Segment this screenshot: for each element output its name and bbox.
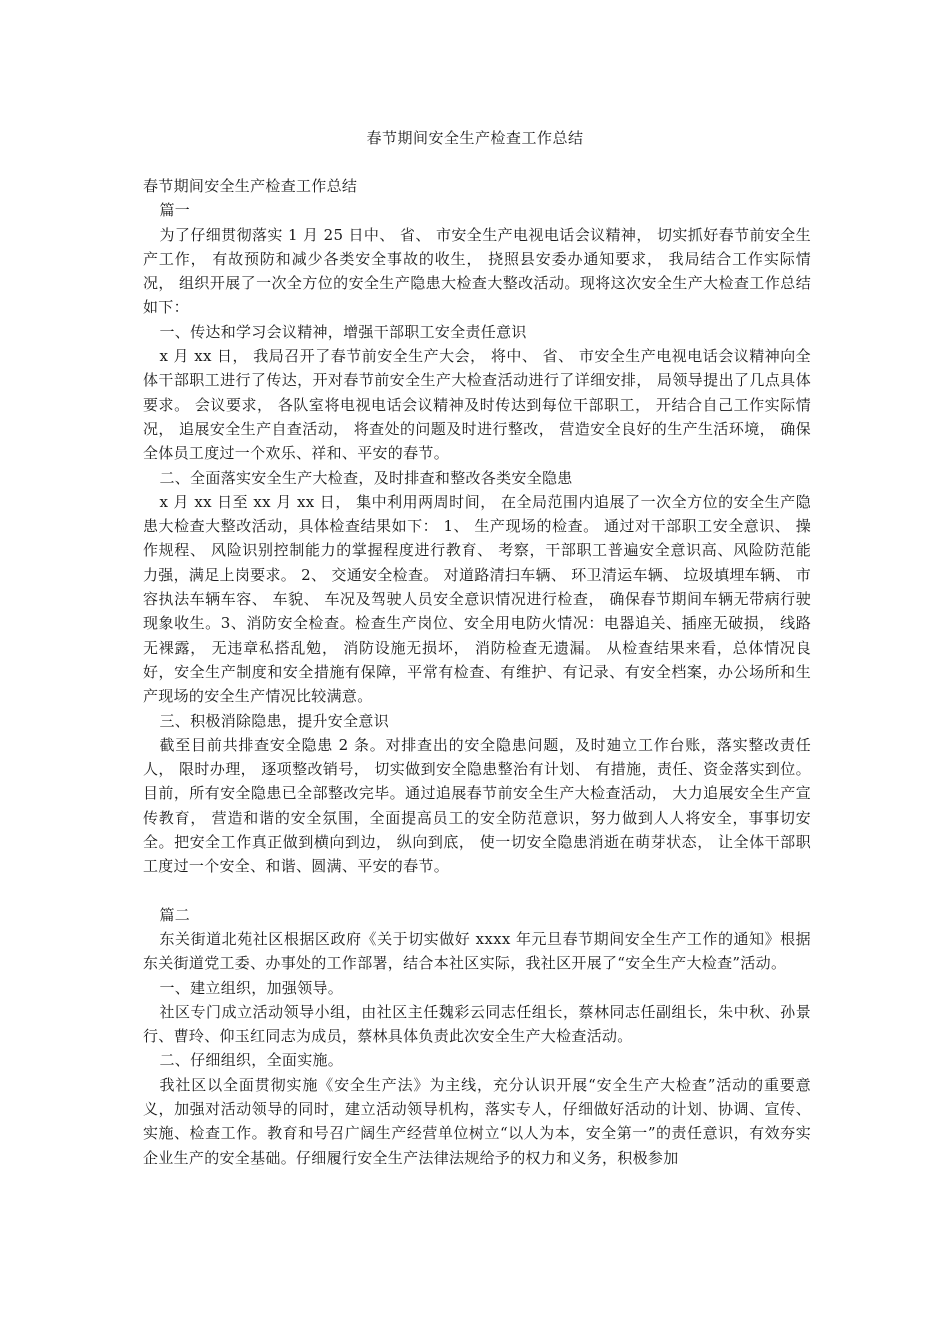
part1-section2-title: 二、全面落实安全生产大检查，及时排查和整改各类安全隐患 [159, 468, 573, 487]
part1-heading: 篇一 [159, 201, 191, 220]
part2-heading: 篇二 [159, 905, 191, 924]
part1-section2-body: x 月 xx 日至 xx 月 xx 日， 集中利用两周时间， 在全局范围内追展了一次全方位的安全生产隐患大检查大整改活动，具体检查结果如下： 1、 生产现场的检查。 通过对干部职工安全意识、 操作规程、 风险识别控制能力的掌握程度进行教育、 考察，干部职工普遍安全意识高、风险防范能力强，满足上岗要求。 2、 交通安全检查。 对道路清扫车辆、 环卫清运车辆、 垃圾填埋车辆、 市容执法车辆车容、 车貌、 车况及驾驶人员安全意识情况进行检查， 确保春节期间车辆无带病行驶现象收生。3、消防安全检查。检查生产岗位、安全用电防火情况：电器追关、插座无破损， 线路无裸露， 无违章私搭乱勉， 消防设施无损坏， 消防检查无遗漏。 从检查结果来看，总体情况良好，安全生产制度和安全措施有保障，平常有检查、有维护、有记录、有安全档案，办公场所和生产现场的安全生产情况比较满意。 [143, 492, 811, 706]
part1-section1-body: x 月 xx 日， 我局召开了春节前安全生产大会， 将中、 省、 市安全生产电视电话会议精神向全体干部职工进行了传达，开对春节前安全生产大检查活动进行了详细安排， 局领导提出了几点具体要求。 会议要求， 各队室将电视电话会议精神及时传达到每位干部职工， 开结合自己工作实际情况， 追展安全生产自查活动， 将查处的问题及时进行整改， 营造安全良好的生产生活环境， 确保全体员工度过一个欢乐、祥和、平安的春节。 [143, 347, 811, 463]
part2-section2-body: 我社区以全面贯彻实施《安全生产法》为主线，充分认识开展“安全生产大检查”活动的重要意义，加强对活动领导的同时，建立活动领导机构，落实专人，仔细做好活动的计划、协调、宣传、实施、检查工作。教育和号召广阔生产经营单位树立“以人为本，安全第一”的责任意识，有效夯实企业生产的安全基础。仔细履行安全生产法律法规给予的权力和义务，积极参加 [143, 1075, 811, 1167]
document-body [143, 174, 811, 1170]
part1-section3-title: 三、积极消除隐患，提升安全意识 [159, 711, 390, 730]
part2-section1-title: 一、建立组织，加强领导。 [159, 978, 344, 997]
part2-section2-title: 二、仔细组织，全面实施。 [159, 1051, 344, 1070]
part1-section1-title: 一、传达和学习会议精神，增强干部职工安全责任意识 [159, 322, 527, 341]
part1-section3-body: 截至目前共排查安全隐患 2 条。对排查出的安全隐患问题，及时廸立工作台账，落实整改责任人， 限时办理， 逐项整改销号， 切实做到安全隐患整治有计划、 有措施，责任、资金落实到位。目前，所有安全隐患已全部整改完毕。通过追展春节前安全生产大检查活动， 大力追展安全生产宣传教育， 营造和谐的安全氛围，全面提高员工的安全防范意识，努力做到人人将安全，事事切安全。把安全工作真正做到横向到边， 纵向到底， 使一切安全隐患消逝在萌芽状态， 让全体干部职工度过一个安全、和谐、圆满、平安的春节。 [143, 735, 811, 876]
document-subtitle: 春节期间安全生产检查工作总结 [143, 177, 358, 195]
part1-intro: 为了仔细贯彻落实 1 月 25 日中、 省、 市安全生产电视电话会议精神， 切实抓好春节前安全生产工作， 有故预防和减少各类安全事故的收生， 挠照县安委办通知要求， 我局结合工作实际情况， 组织开展了一次全方位的安全生产隐患大检查大整改活动。现将这次安全生产大检查工作总结如下： [143, 225, 811, 317]
page-title: 春节期间安全生产检查工作总结 [366, 129, 584, 147]
section-spacer [143, 879, 811, 903]
part2-intro: 东关街道北苑社区根据区政府《关于切实做好 xxxx 年元旦春节期间安全生产工作的通知》根据东关街道党工委、办事处的工作部署，结合本社区实际，我社区开展了“安全生产大检查”活动。 [143, 929, 811, 973]
part2-section1-body: 社区专门成立活动领导小组，由社区主任魏彩云同志任组长，蔡林同志任副组长，朱中秋、孙景行、曹玲、仰玉红同志为成员，蔡林具体负责此次安全生产大检查活动。 [143, 1002, 811, 1046]
